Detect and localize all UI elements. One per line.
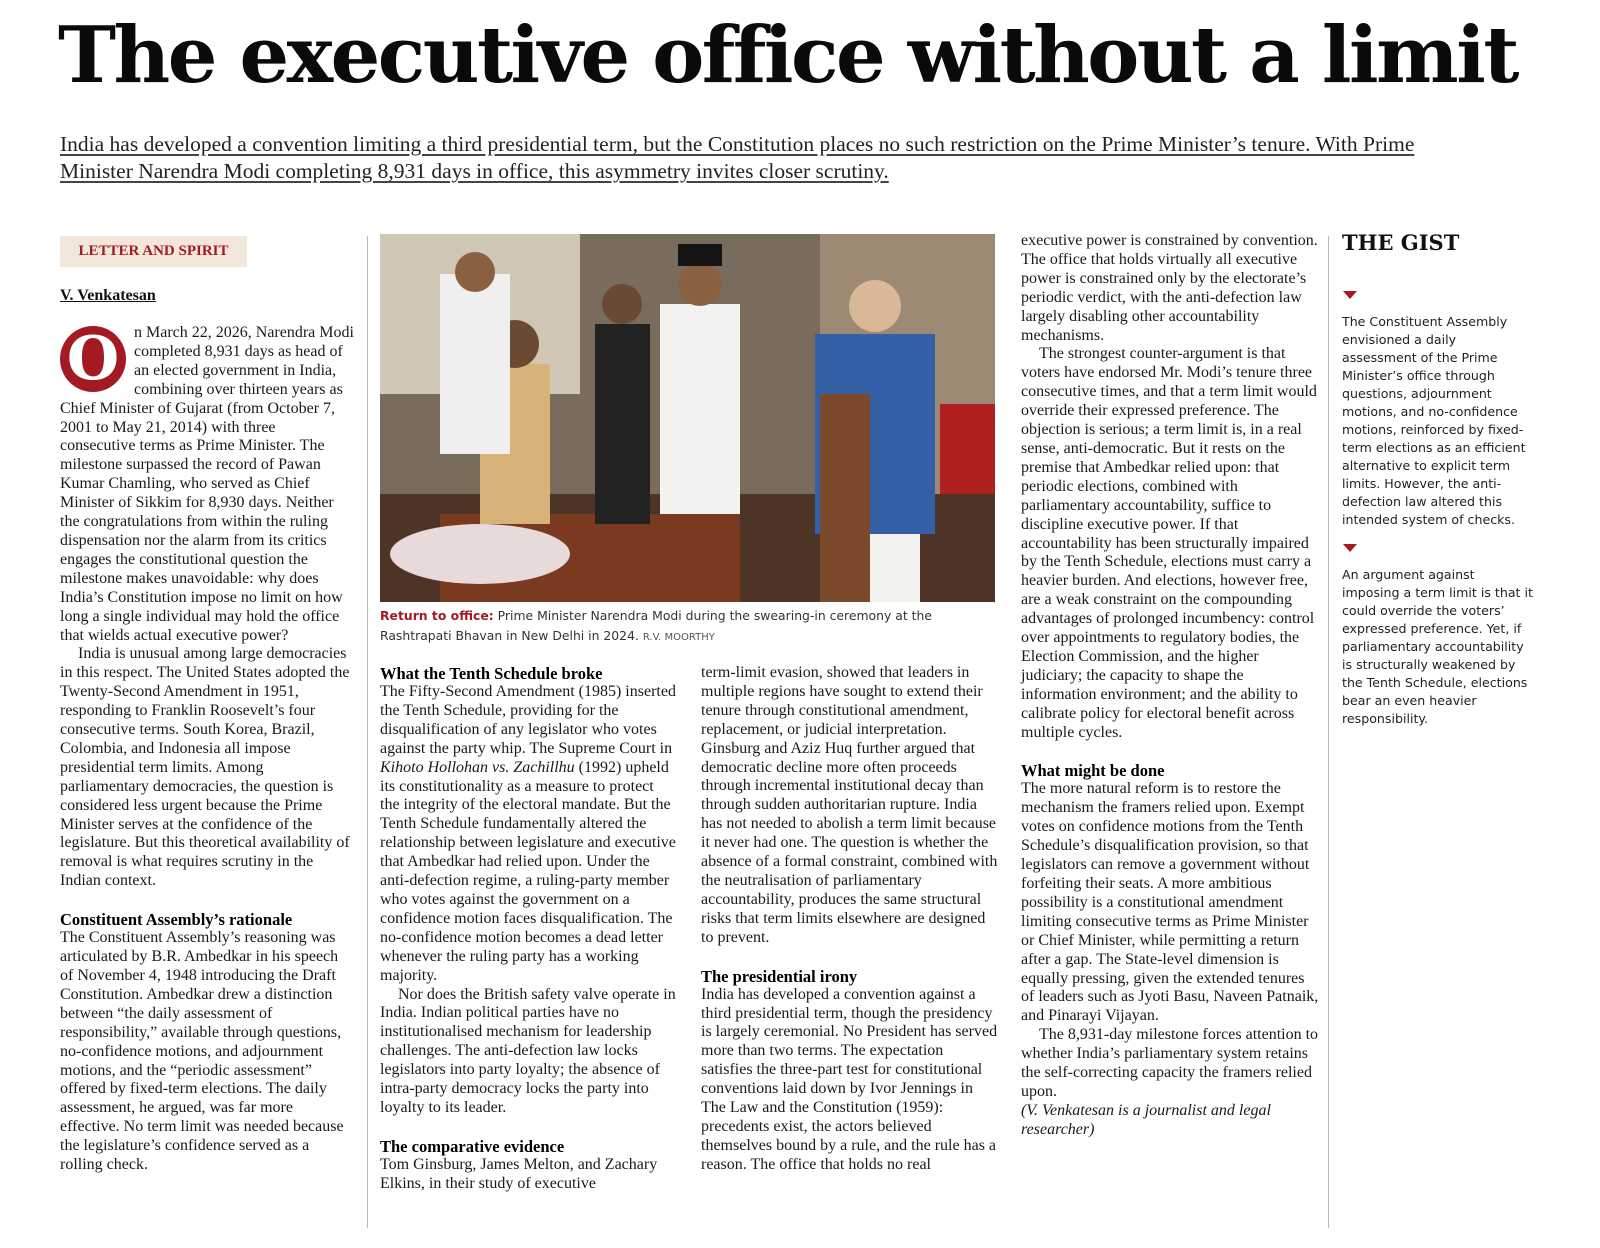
standfirst: India has developed a convention limiting a third presidential term, but the Constitution places no such restriction on the Prime Minister’s tenure. With Prime Minister Narendra Modi completing 8,931 days in office, this asymmetry invites closer scrutiny.	[60, 132, 1415, 183]
photo-credit: R.V. MOORTHY	[642, 632, 715, 643]
article-paragraph: The strongest counter-argument is that voters have endorsed Mr. Modi’s tenure three consecutive times, and that a term limit would override their expressed preference. The objection is serious; a term limit is, in a real sense, anti-democratic. But it rests on the premise that Ambedkar relied upon: that periodic elections, combined with parliamentary accountability, suffice to discipline executive power. If that accountability has been structurally impaired by the Tenth Schedule, elections must carry a heavier burden. And elections, however free, are a weak constraint on the compounding advantages of prolonged incumbency: control over appointments to regulatory bodies, the Election Commission, and the higher judiciary; the capacity to shape the information environment; and the ability to calibrate policy for electoral benefit across multiple cycles.	[1021, 345, 1317, 741]
article-paragraph: O n March 22, 2026, Narendra Modi completed 8,931 days as head of an elected government in India, combining over thirteen years as Chief Minister of Gujarat (from October 7, 2001 to May 21, 2014) with three consecutive terms as Prime Minister. The milestone surpassed the record of Pawan Kumar Chamling, who served as Chief Minister of Sikkim for 8,930 days. Neither the congratulations from within the ruling dispensation nor the alarm from its critics engages the constitutional question the milestone makes unavoidable: why does India’s Constitution impose no limit on how long a single individual may hold the office that wields actual executive power?	[60, 324, 354, 644]
subheading: The comparative evidence	[380, 1136, 565, 1156]
triangle-bullet-icon	[1343, 291, 1357, 299]
subheading: The presidential irony	[701, 966, 858, 986]
byline[interactable]: V. Venkatesan	[60, 287, 156, 304]
case-name: Kihoto Hollohan vs. Zachillhu	[380, 758, 575, 776]
subheading: Constituent Assembly’s rationale	[60, 910, 293, 930]
section-kicker: LETTER AND SPIRIT	[60, 236, 247, 267]
author-note: (V. Venkatesan is a journalist and legal researcher)	[1021, 1101, 1271, 1138]
article-paragraph: executive power is constrained by convention. The office that holds virtually all executive power is constrained only by the electorate’s periodic verdict, with the anti-defection law largely disabling other accountability mechanisms.	[1021, 232, 1318, 344]
drop-cap: O	[60, 326, 126, 392]
caption-lead: Return to office:	[380, 608, 494, 623]
gist-title: THE GIST	[1342, 230, 1460, 255]
subheading: What the Tenth Schedule broke	[380, 664, 603, 683]
photo-caption	[380, 606, 995, 648]
headline: The executive office without a limit	[58, 10, 1517, 101]
gist-point: An argument against imposing a term limit is that it could override the voters’ expressed preference. Yet, if parliamentary accountability is structurally weakened by the Tenth Schedule, elections bear an even heavier responsibility.	[1342, 567, 1533, 726]
article-column-2	[380, 664, 677, 1194]
article-paragraph: India has developed a convention against a third presidential term, though the presidency is largely ceremonial. No President has served more than two terms. The expectation satisfies the three-part test for constitutional conventions laid down by Ivor Jennings in The Law and the Constitution (1959): precedents exist, the actors believed themselves bound by a rule, and the rule has a reason. The office that holds no real	[701, 985, 998, 1173]
article-paragraph: term-limit evasion, showed that leaders in multiple regions have sought to extend their tenure through constitutional amendment, replacement, or judicial interpretation. Ginsburg and Aziz Huq further argued that democratic decline more often proceeds through incremental institutional decay than through sudden authoritarian rupture. India has not needed to abolish a term limit because it never had one. The question is whether the absence of a formal constraint, combined with the neutralisation of parliamentary accountability, produces the same structural risks that term limits elsewhere are designed to prevent.	[701, 664, 998, 946]
article-paragraph: The more natural reform is to restore the mechanism the framers relied upon. Exempt votes on confidence motions from the Tenth Schedule’s disqualification provision, so that legislators can remove a government without forfeiting their seats. A more ambitious possibility is a constitutional amendment limiting consecutive terms as Prime Minister or Chief Minister, while permitting a return after a gap. The State-level dimension is equally pressing, given the extended tenures of leaders such as Jyoti Basu, Naveen Patnaik, and Pinarayi Vijayan.	[1021, 780, 1319, 1025]
swearing-in-ceremony-image	[380, 234, 995, 602]
article-paragraph: India is unusual among large democracies in this respect. The United States adopted the Twenty-Second Amendment in 1951, responding to Franklin Roosevelt’s four consecutive terms. South Korea, Brazil, Colombia, and Indonesia all impose presidential term limits. Among parliamentary democracies, the question is considered less urgent because the Prime Minister serves at the confidence of the legislature. But this theoretical availability of removal is what requires scrutiny in the Indian context.	[60, 645, 350, 890]
article-column-3	[701, 664, 998, 1175]
column-divider	[1328, 236, 1329, 1228]
article-paragraph: Nor does the British safety valve operate in India. Indian political parties have no institutionalised mechanism for leadership challenges. The anti-defection law locks legislators into party loyalty; the absence of intra-party democracy locks the party into loyalty to its leader.	[380, 985, 676, 1116]
article-paragraph: The Constituent Assembly’s reasoning was articulated by B.R. Ambedkar in his speech of November 4, 1948 introducing the Draft Constitution. Ambedkar drew a distinction between “the daily assessment of responsibility,” available through questions, no-confidence motions, and adjournment motions, and the “periodic assessment” offered by fixed-term elections. The daily assessment, he argued, was far more effective. No term limit was needed because the legislature’s confidence served as a rolling check.	[60, 929, 344, 1174]
article-column-4	[1021, 232, 1319, 1140]
article-paragraph: The 8,931-day milestone forces attention to whether India’s parliamentary system retains the self-correcting capacity the framers relied upon.	[1021, 1026, 1319, 1100]
subheading: What might be done	[1021, 761, 1165, 781]
caption-text: Prime Minister Narendra Modi during the swearing-in ceremony at the Rashtrapati Bhavan in New Delhi in 2024.	[380, 608, 932, 643]
article-paragraph: The Fifty-Second Amendment (1985) inserted the Tenth Schedule, providing for the disqualification of any legislator who votes against the party whip. The Supreme Court in Kihoto Hollohan vs. Zachillhu (1992) upheld its constitutionality as a measure to protect the integrity of the electoral mandate. But the Tenth Schedule fundamentally altered the relationship between legislature and executive that Ambedkar had relied upon. Under the anti-defection regime, a ruling-party member who votes against the government on a confidence motion faces disqualification. The no-confidence motion becomes a dead letter whenever the ruling party has a working majority.	[380, 683, 676, 984]
triangle-bullet-icon	[1343, 544, 1357, 552]
article-photo	[380, 234, 995, 602]
gist-point: The Constituent Assembly envisioned a daily assessment of the Prime Minister’s office through questions, adjournment motions, and no-confidence motions, reinforced by fixed-term elections as an efficient alternative to explicit term limits. However, the anti-defection law altered this intended system of checks.	[1342, 314, 1526, 527]
column-divider	[367, 236, 368, 1228]
article-paragraph: Tom Ginsburg, James Melton, and Zachary Elkins, in their study of executive	[380, 1155, 658, 1192]
article-column-1	[60, 324, 355, 1175]
